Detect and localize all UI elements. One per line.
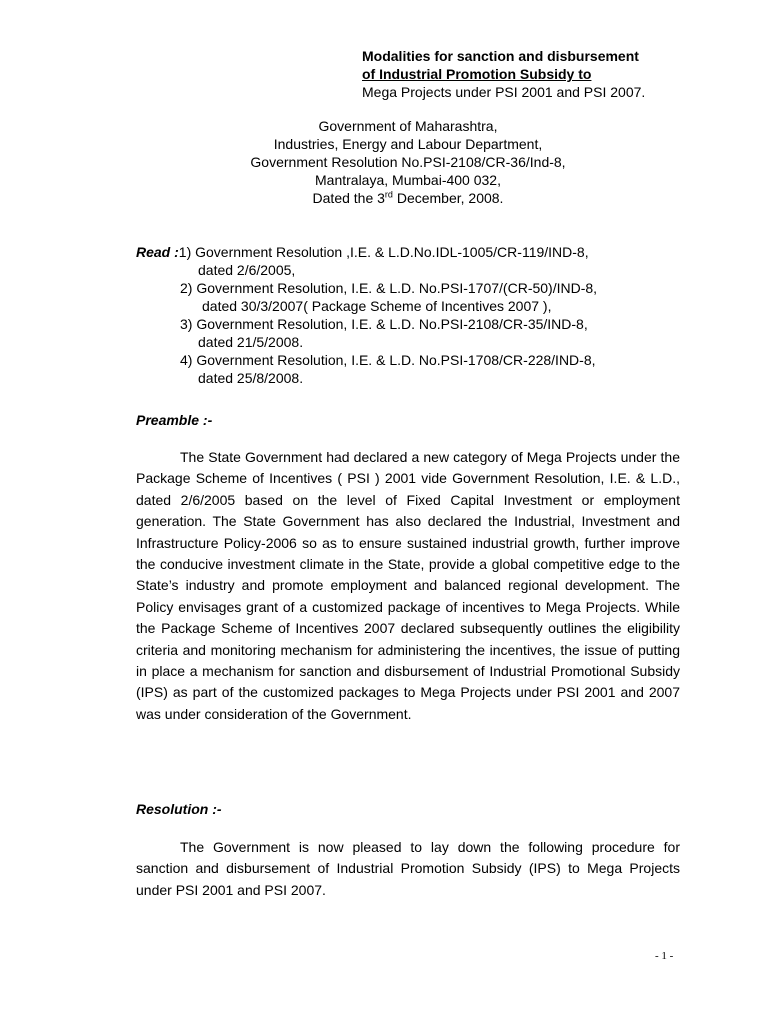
reference-item [136, 243, 696, 261]
resolution-header [150, 117, 666, 207]
subject-line-1: Modalities for sanction and disbursement [362, 48, 639, 64]
date-superscript: rd [384, 189, 393, 200]
reference-line: 2) Government Resolution, I.E. & L.D. No.PSI-1707/(CR-50)/IND-8, [180, 280, 598, 296]
date-prefix: Dated the 3 [312, 190, 385, 206]
header-government: Government of Maharashtra, [318, 118, 498, 134]
resolution-paragraph: The Government is now pleased to lay down the following procedure for sanction and disbursement of Industrial Promotion Subsidy (IPS) to Mega Projects under PSI 2001 and PSI 2007. [136, 839, 680, 898]
preamble-heading: Preamble :- [136, 412, 213, 428]
header-date [150, 189, 666, 207]
reference-date: dated 2/6/2005, [198, 262, 296, 278]
reference-line: 1) Government Resolution ,I.E. & L.D.No.IDL-1005/CR-119/IND-8, [178, 244, 589, 260]
header-address: Mantralaya, Mumbai-400 032, [315, 172, 501, 188]
reference-line: 4) Government Resolution, I.E. & L.D. No.PSI-1708/CR-228/IND-8, [180, 352, 596, 368]
header-resolution-number: Government Resolution No.PSI-2108/CR-36/Ind-8, [250, 154, 566, 170]
subject-block [362, 47, 645, 101]
preamble-paragraph: The State Government had declared a new category of Mega Projects under the Package Scheme of Incentives ( PSI ) 2001 vide Government Resolution, I.E. & L.D., dated 2/6/2005 based on the level of Fixed Capital Investment or employment generation. The State Government has also declared the Industrial, Investment and Infrastructure Policy-2006 so as to ensure sustained industrial growth, further improve the conducive investment climate in the State, provide a global competitive edge to the State’s industry and promote employment and balanced regional development. The Policy envisages grant of a customized package of incentives to Mega Projects. While the Package Scheme of Incentives 2007 declared subsequently outlines the eligibility criteria and monitoring mechanism for administering the incentives, the issue of putting in place a mechanism for sanction and disbursement of Industrial Promotional Subsidy (IPS) as part of the customized packages to Mega Projects under PSI 2001 and 2007 was under consideration of the Government. [136, 449, 680, 722]
subject-line-2: of Industrial Promotion Subsidy to [362, 66, 592, 82]
reference-date: dated 25/8/2008. [198, 370, 304, 386]
page-number: - 1 - [655, 950, 674, 962]
read-references [136, 243, 696, 387]
header-department: Industries, Energy and Labour Department, [273, 136, 543, 152]
resolution-heading: Resolution :- [136, 801, 222, 817]
date-suffix: December, 2008. [392, 190, 504, 206]
subject-line-3: Mega Projects under PSI 2001 and PSI 2007. [362, 84, 646, 100]
read-label: Read : [136, 244, 179, 260]
reference-line: 3) Government Resolution, I.E. & L.D. No.PSI-2108/CR-35/IND-8, [180, 316, 588, 332]
reference-date: dated 30/3/2007( Package Scheme of Incentives 2007 ), [202, 298, 552, 314]
reference-date: dated 21/5/2008. [198, 334, 304, 350]
